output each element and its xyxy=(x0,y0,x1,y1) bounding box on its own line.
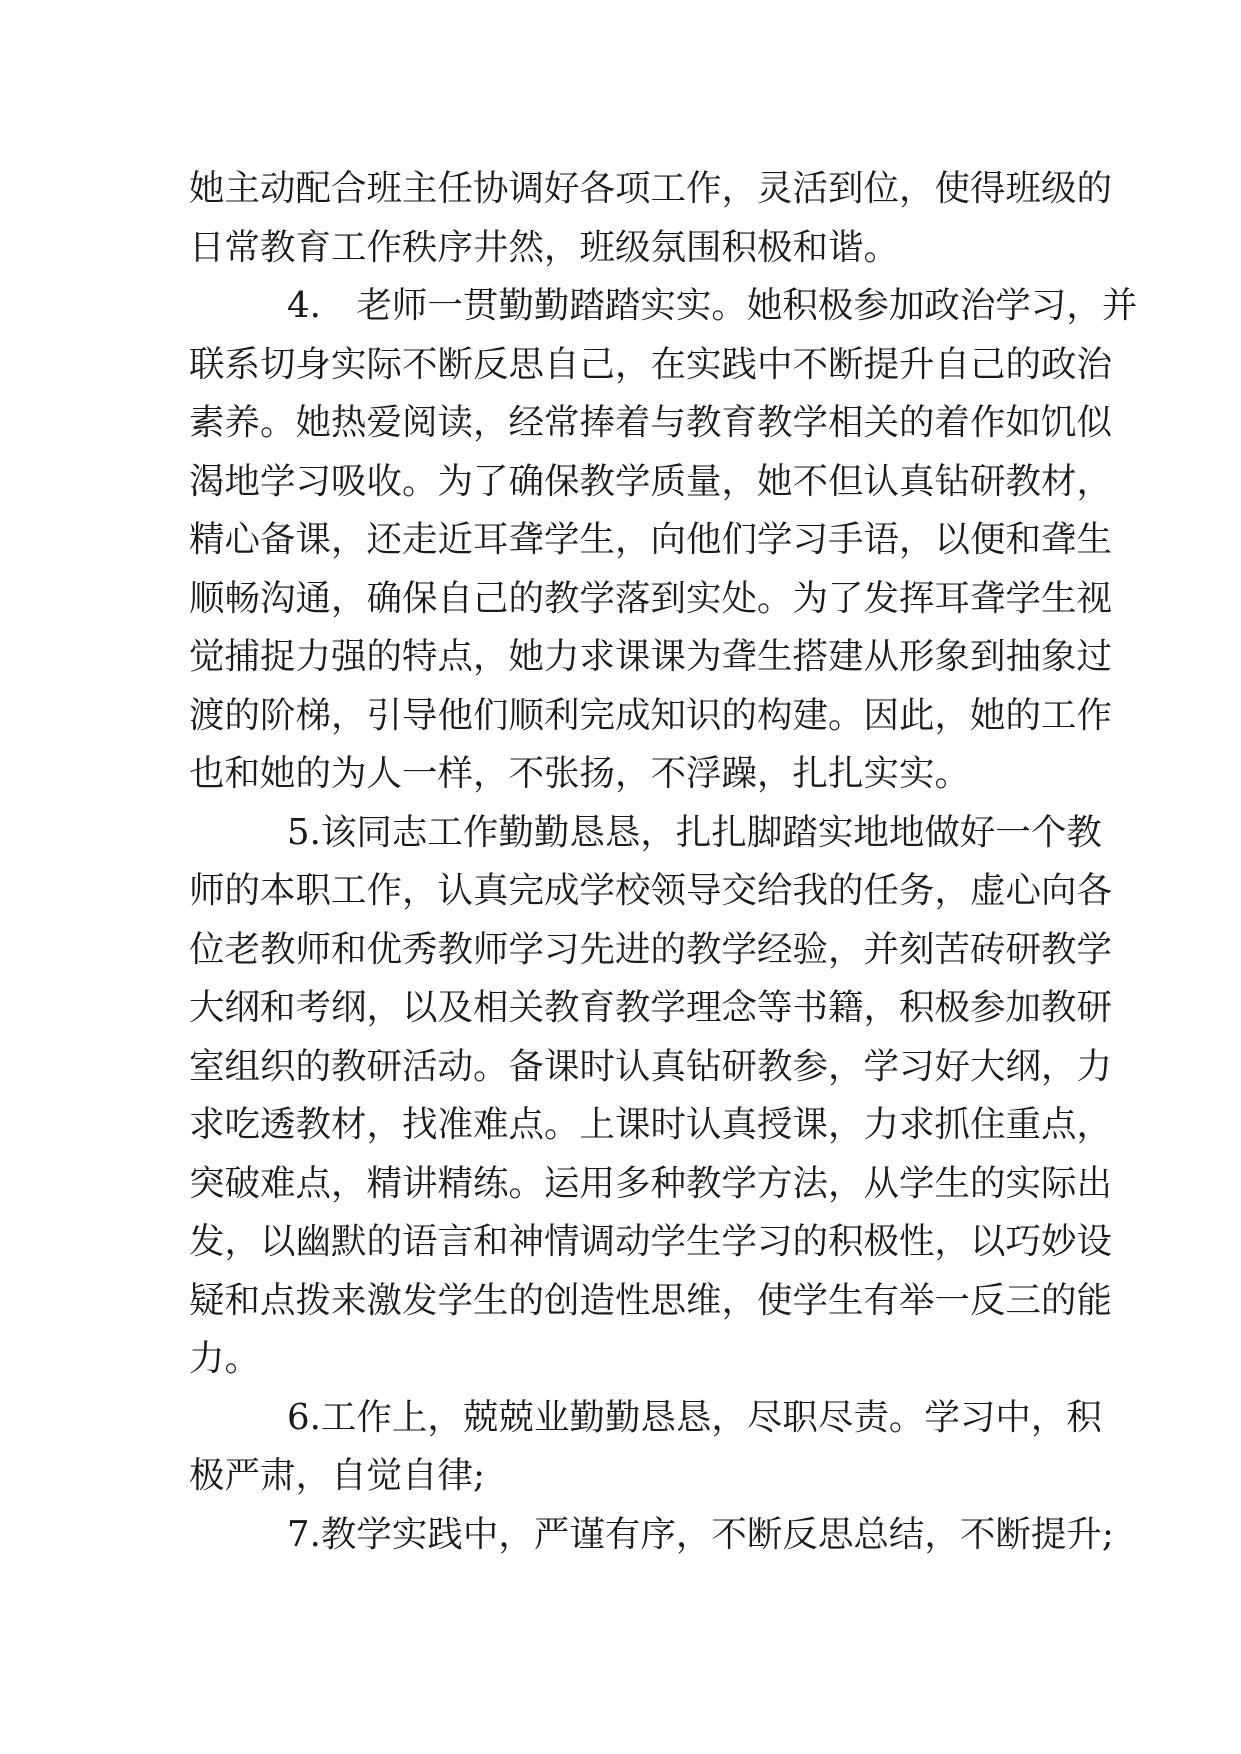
paragraph-7-first-line: 7.教学实践中，严谨有序，不断反思总结，不断提升; xyxy=(287,1513,1114,1555)
text-line: 觉捕捉力强的特点，她力求课课为聋生搭建从形象到抽象过 xyxy=(189,636,1113,677)
text-line: 也和她的为人一样，不张扬，不浮躁，扎扎实实。 xyxy=(189,753,971,794)
text-line: 疑和点拨来激发学生的创造性思维，使学生有举一反三的能 xyxy=(189,1279,1113,1321)
text-line: 求吃透教材，找准难点。上课时认真授课，力求抓住重点， xyxy=(189,1104,1113,1145)
text-line: 日常教育工作秩序井然，班级氛围积极和谐。 xyxy=(189,226,900,268)
text-line: 渴地学习吸收。为了确保教学质量，她不但认真钻研教材， xyxy=(189,460,1113,502)
text-line: 精心备课，还走近耳聋学生，向他们学习手语，以便和聋生 xyxy=(189,519,1113,560)
paragraph-5-first-line: 5.该同志工作勤勤恳恳，扎扎脚踏实地地做好一个教 xyxy=(287,811,1102,853)
text-line: 大纲和考纲，以及相关教育教学理念等书籍，积极参加教研 xyxy=(189,987,1113,1028)
text-line: 力。 xyxy=(189,1338,261,1379)
text-line: 素养。她热爱阅读，经常捧着与教育教学相关的着作如饥似 xyxy=(189,402,1113,443)
paragraph-6-first-line: 6.工作上，兢兢业勤勤恳恳，尽职尽责。学习中，积 xyxy=(287,1396,1102,1438)
text-line: 位老教师和优秀教师学习先进的教学经验，并刻苦砖研教学 xyxy=(189,928,1113,970)
text-line: 联系切身实际不断反思自己，在实践中不断提升自己的政治 xyxy=(189,343,1113,385)
text-line: 她主动配合班主任协调好各项工作，灵活到位，使得班级的 xyxy=(189,168,1113,209)
text-line: 极严肃，自觉自律; xyxy=(189,1455,485,1496)
text-line: 顺畅沟通，确保自己的教学落到实处。为了发挥耳聋学生视 xyxy=(189,577,1113,619)
text-line: 渡的阶梯，引导他们顺利完成知识的构建。因此，她的工作 xyxy=(189,694,1113,736)
text-line: 发，以幽默的语言和神情调动学生学习的积极性，以巧妙设 xyxy=(189,1221,1113,1262)
text-line: 师的本职工作，认真完成学校领导交给我的任务，虚心向各 xyxy=(189,870,1113,911)
text-line: 室组织的教研活动。备课时认真钻研教参，学习好大纲，力 xyxy=(189,1045,1113,1087)
paragraph-4-first-line: 4. 老师一贯勤勤踏踏实实。她积极参加政治学习，并 xyxy=(287,285,1138,326)
document-body xyxy=(189,160,1138,1564)
text-line: 突破难点，精讲精练。运用多种教学方法，从学生的实际出 xyxy=(189,1162,1113,1204)
